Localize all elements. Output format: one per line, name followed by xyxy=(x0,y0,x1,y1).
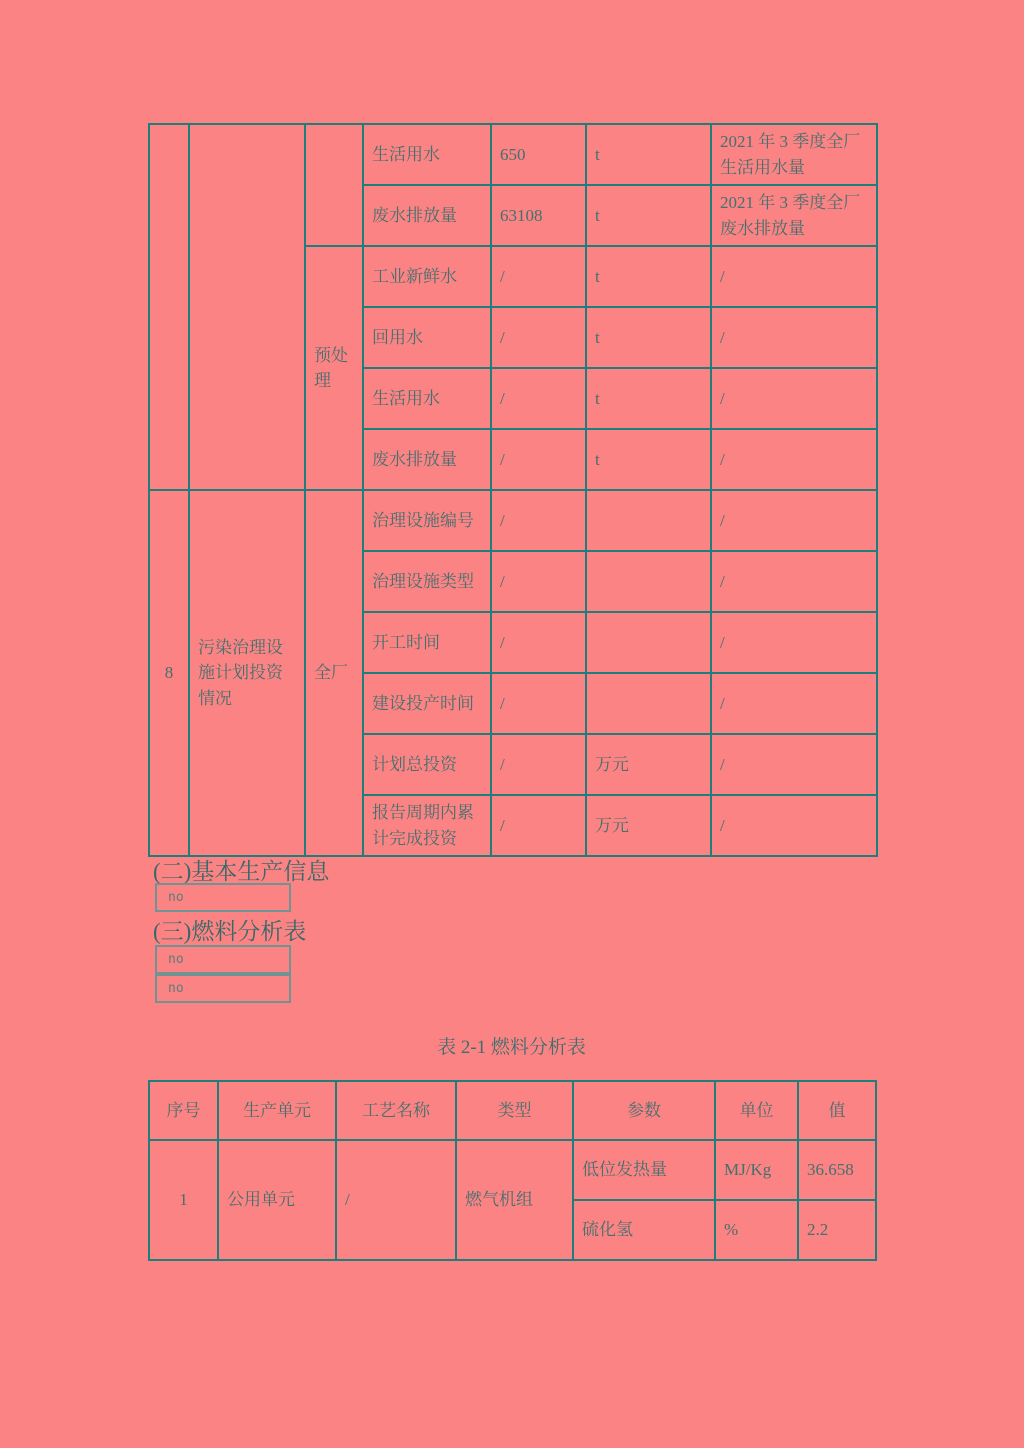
category-cell-empty xyxy=(189,124,305,490)
item-unit: t xyxy=(586,124,711,185)
header-production-unit: 生产单元 xyxy=(218,1081,336,1140)
item-value: / xyxy=(491,795,586,856)
item-desc: / xyxy=(711,612,877,673)
item-label: 生活用水 xyxy=(363,124,491,185)
item-value: / xyxy=(491,490,586,551)
item-label: 治理设施编号 xyxy=(363,490,491,551)
item-unit: 万元 xyxy=(586,795,711,856)
row-number-cell-empty xyxy=(149,124,189,490)
item-value: / xyxy=(491,734,586,795)
fuel-table-header-row xyxy=(149,1081,876,1140)
item-label: 计划总投资 xyxy=(363,734,491,795)
item-unit xyxy=(586,673,711,734)
fuel-row-number: 1 xyxy=(149,1140,218,1260)
item-label: 生活用水 xyxy=(363,368,491,429)
header-type: 类型 xyxy=(456,1081,573,1140)
category-label: 污染治理设施计划投资情况 xyxy=(189,490,305,856)
item-value: 650 xyxy=(491,124,586,185)
fuel-parameter-value: 36.658 xyxy=(798,1140,876,1200)
header-parameter: 参数 xyxy=(573,1081,715,1140)
section-heading-basic-production: (二)基本生产信息 xyxy=(153,859,330,884)
group-cell-empty xyxy=(305,124,363,246)
group-label-pretreatment: 预处理 xyxy=(305,246,363,490)
item-unit xyxy=(586,490,711,551)
item-label: 废水排放量 xyxy=(363,429,491,490)
item-label: 治理设施类型 xyxy=(363,551,491,612)
fuel-process-name: / xyxy=(336,1140,456,1260)
item-desc: / xyxy=(711,307,877,368)
pollution-control-table xyxy=(148,123,878,857)
item-desc: / xyxy=(711,429,877,490)
fuel-parameter-value: 2.2 xyxy=(798,1200,876,1260)
item-desc: 2021 年 3 季度全厂废水排放量 xyxy=(711,185,877,246)
item-desc: 2021 年 3 季度全厂生活用水量 xyxy=(711,124,877,185)
fuel-parameter-unit: % xyxy=(715,1200,798,1260)
item-unit xyxy=(586,551,711,612)
fuel-parameter-name: 低位发热量 xyxy=(573,1140,715,1200)
item-value: / xyxy=(491,246,586,307)
item-label: 开工时间 xyxy=(363,612,491,673)
group-label-plant: 全厂 xyxy=(305,490,363,856)
item-unit: t xyxy=(586,429,711,490)
table-row xyxy=(149,490,877,551)
item-label: 废水排放量 xyxy=(363,185,491,246)
basic-production-input[interactable]: no xyxy=(155,883,291,912)
item-unit xyxy=(586,612,711,673)
fuel-analysis-input-1[interactable]: no xyxy=(155,945,291,974)
fuel-table-title: 表 2-1 燃料分析表 xyxy=(437,1037,586,1058)
item-value: / xyxy=(491,673,586,734)
item-label: 工业新鲜水 xyxy=(363,246,491,307)
item-desc: / xyxy=(711,734,877,795)
item-desc: / xyxy=(711,551,877,612)
header-process-name: 工艺名称 xyxy=(336,1081,456,1140)
fuel-analysis-table xyxy=(148,1080,877,1261)
fuel-type: 燃气机组 xyxy=(456,1140,573,1260)
item-label: 建设投产时间 xyxy=(363,673,491,734)
item-value: / xyxy=(491,307,586,368)
header-unit: 单位 xyxy=(715,1081,798,1140)
item-desc: / xyxy=(711,673,877,734)
item-desc: / xyxy=(711,795,877,856)
row-number: 8 xyxy=(149,490,189,856)
fuel-table-row xyxy=(149,1140,876,1200)
header-seq: 序号 xyxy=(149,1081,218,1140)
item-unit: t xyxy=(586,368,711,429)
section-heading-fuel-analysis: (三)燃料分析表 xyxy=(153,919,307,944)
item-unit: t xyxy=(586,185,711,246)
item-value: / xyxy=(491,612,586,673)
item-label: 报告周期内累计完成投资 xyxy=(363,795,491,856)
item-value: / xyxy=(491,429,586,490)
item-value: 63108 xyxy=(491,185,586,246)
item-desc: / xyxy=(711,246,877,307)
item-value: / xyxy=(491,551,586,612)
fuel-parameter-unit: MJ/Kg xyxy=(715,1140,798,1200)
item-desc: / xyxy=(711,368,877,429)
item-label: 回用水 xyxy=(363,307,491,368)
item-desc: / xyxy=(711,490,877,551)
header-value: 值 xyxy=(798,1081,876,1140)
table-row xyxy=(149,124,877,185)
item-value: / xyxy=(491,368,586,429)
fuel-parameter-name: 硫化氢 xyxy=(573,1200,715,1260)
item-unit: t xyxy=(586,307,711,368)
fuel-production-unit: 公用单元 xyxy=(218,1140,336,1260)
fuel-analysis-input-2[interactable]: no xyxy=(155,974,291,1003)
item-unit: t xyxy=(586,246,711,307)
item-unit: 万元 xyxy=(586,734,711,795)
